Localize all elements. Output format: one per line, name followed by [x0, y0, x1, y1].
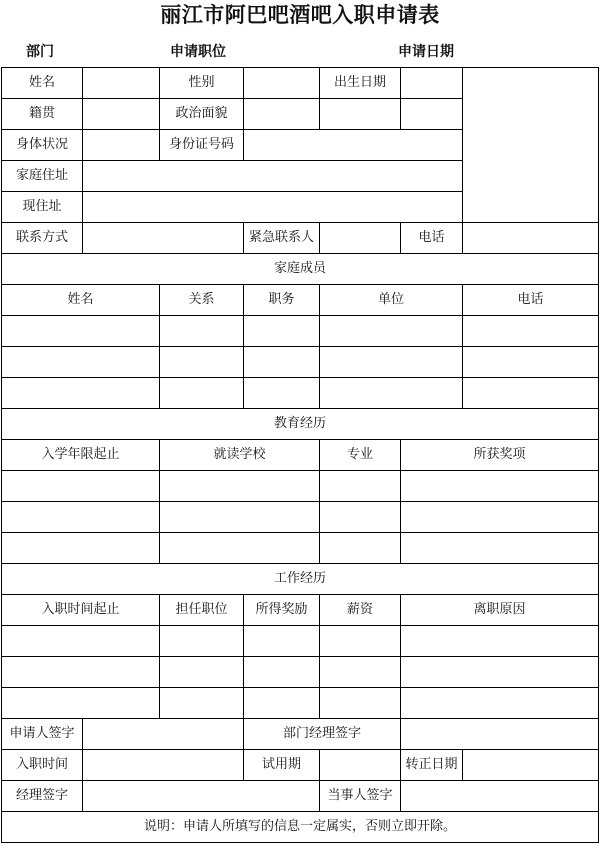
native-place-label: 籍贯: [2, 99, 83, 130]
health-field[interactable]: [83, 130, 160, 161]
contact-label: 联系方式: [2, 223, 83, 254]
blank-cell[interactable]: [401, 99, 463, 130]
work-section-header: [2, 564, 599, 595]
family-section-header: [2, 254, 599, 285]
work-row: [2, 688, 599, 719]
education-cell[interactable]: [401, 471, 599, 502]
work-cell[interactable]: [401, 626, 599, 657]
probation-label: 试用期: [244, 750, 320, 781]
position-label: 申请职位: [170, 44, 226, 60]
family-row: [2, 316, 599, 347]
education-cell[interactable]: [2, 502, 160, 533]
education-col-period: 入学年限起止: [2, 440, 160, 471]
dept-manager-signature-field[interactable]: [401, 719, 599, 750]
family-col-employer: 单位: [320, 285, 463, 316]
work-col-leave-reason: 离职原因: [401, 595, 599, 626]
manager-signature-label: 经理签字: [2, 781, 83, 812]
education-columns-row: [2, 440, 599, 471]
manager-signature-field[interactable]: [83, 781, 320, 812]
hire-date-label: 入职时间: [2, 750, 83, 781]
dept-manager-signature-label: 部门经理签字: [244, 719, 401, 750]
family-cell[interactable]: [463, 378, 599, 409]
family-cell[interactable]: [2, 316, 160, 347]
work-cell[interactable]: [401, 657, 599, 688]
work-col-salary: 薪资: [320, 595, 401, 626]
political-status-label: 政治面貌: [160, 99, 244, 130]
family-section-title: 家庭成员: [2, 254, 599, 285]
work-cell[interactable]: [2, 657, 160, 688]
home-address-field[interactable]: [83, 161, 463, 192]
education-col-school: 就读学校: [160, 440, 320, 471]
department-label: 部门: [26, 44, 54, 60]
work-cell[interactable]: [244, 626, 320, 657]
signature-row-3: [2, 781, 599, 812]
education-cell[interactable]: [160, 502, 320, 533]
native-place-field[interactable]: [83, 99, 160, 130]
gender-label: 性别: [160, 68, 244, 99]
form-note: 说明：申请人所填写的信息一定属实，否则立即开除。: [2, 812, 599, 843]
work-cell[interactable]: [160, 626, 244, 657]
birth-date-field[interactable]: [401, 68, 463, 99]
current-address-label: 现住址: [2, 192, 83, 223]
emergency-contact-field[interactable]: [320, 223, 401, 254]
signature-row-2: [2, 750, 599, 781]
education-row: [2, 471, 599, 502]
family-cell[interactable]: [160, 347, 244, 378]
education-row: [2, 502, 599, 533]
application-form-table: [1, 67, 599, 843]
family-columns-row: [2, 285, 599, 316]
emergency-contact-label: 紧急联系人: [244, 223, 320, 254]
work-cell[interactable]: [160, 688, 244, 719]
blank-cell[interactable]: [320, 99, 401, 130]
work-col-period: 入职时间起止: [2, 595, 160, 626]
education-section-header: [2, 409, 599, 440]
work-cell[interactable]: [160, 657, 244, 688]
photo-box[interactable]: [463, 68, 599, 223]
education-cell[interactable]: [320, 502, 401, 533]
family-col-name: 姓名: [2, 285, 160, 316]
applicant-signature-label: 申请人签字: [2, 719, 83, 750]
id-number-label: 身份证号码: [160, 130, 244, 161]
birth-date-label: 出生日期: [320, 68, 401, 99]
family-cell[interactable]: [320, 347, 463, 378]
family-cell[interactable]: [2, 347, 160, 378]
education-section-title: 教育经历: [2, 409, 599, 440]
family-cell[interactable]: [320, 378, 463, 409]
family-col-relation: 关系: [160, 285, 244, 316]
row-contact: [2, 223, 599, 254]
signature-row-1: [2, 719, 599, 750]
family-cell[interactable]: [160, 378, 244, 409]
education-col-awards: 所获奖项: [401, 440, 599, 471]
family-cell[interactable]: [244, 316, 320, 347]
family-col-duty: 职务: [244, 285, 320, 316]
education-col-major: 专业: [320, 440, 401, 471]
work-col-rewards: 所得奖励: [244, 595, 320, 626]
hire-date-field[interactable]: [83, 750, 244, 781]
work-cell[interactable]: [2, 688, 160, 719]
gender-field[interactable]: [244, 68, 320, 99]
work-cell[interactable]: [244, 657, 320, 688]
work-section-title: 工作经历: [2, 564, 599, 595]
work-cell[interactable]: [320, 626, 401, 657]
education-cell[interactable]: [2, 533, 160, 564]
name-label: 姓名: [2, 68, 83, 99]
family-row: [2, 378, 599, 409]
party-signature-field[interactable]: [401, 781, 599, 812]
health-label: 身体状况: [2, 130, 83, 161]
work-cell[interactable]: [401, 688, 599, 719]
work-row: [2, 657, 599, 688]
political-status-field[interactable]: [244, 99, 320, 130]
education-cell[interactable]: [320, 533, 401, 564]
probation-field[interactable]: [320, 750, 401, 781]
id-number-field[interactable]: [244, 130, 463, 161]
family-col-phone: 电话: [463, 285, 599, 316]
current-address-field[interactable]: [83, 192, 463, 223]
education-cell[interactable]: [320, 471, 401, 502]
work-cell[interactable]: [320, 657, 401, 688]
education-cell[interactable]: [401, 533, 599, 564]
work-cell[interactable]: [320, 688, 401, 719]
form-title: 丽江市阿巴吧酒吧入职申请表: [160, 3, 440, 27]
regularization-date-label: 转正日期: [401, 750, 463, 781]
education-row: [2, 533, 599, 564]
applicant-signature-field[interactable]: [83, 719, 244, 750]
family-cell[interactable]: [2, 378, 160, 409]
application-date-label: 申请日期: [398, 44, 454, 60]
note-row: [2, 812, 599, 843]
contact-field[interactable]: [83, 223, 244, 254]
family-cell[interactable]: [320, 316, 463, 347]
education-cell[interactable]: [160, 533, 320, 564]
education-cell[interactable]: [2, 471, 160, 502]
education-cell[interactable]: [160, 471, 320, 502]
home-address-label: 家庭住址: [2, 161, 83, 192]
phone-label: 电话: [401, 223, 463, 254]
family-cell[interactable]: [463, 347, 599, 378]
education-cell[interactable]: [401, 502, 599, 533]
work-cell[interactable]: [244, 688, 320, 719]
family-cell[interactable]: [463, 316, 599, 347]
row-name: [2, 68, 599, 99]
family-cell[interactable]: [244, 378, 320, 409]
family-row: [2, 347, 599, 378]
name-field[interactable]: [83, 68, 160, 99]
family-cell[interactable]: [160, 316, 244, 347]
family-cell[interactable]: [244, 347, 320, 378]
work-columns-row: [2, 595, 599, 626]
regularization-date-field[interactable]: [463, 750, 599, 781]
phone-field[interactable]: [463, 223, 599, 254]
work-row: [2, 626, 599, 657]
work-cell[interactable]: [2, 626, 160, 657]
party-signature-label: 当事人签字: [320, 781, 401, 812]
work-col-position: 担任职位: [160, 595, 244, 626]
